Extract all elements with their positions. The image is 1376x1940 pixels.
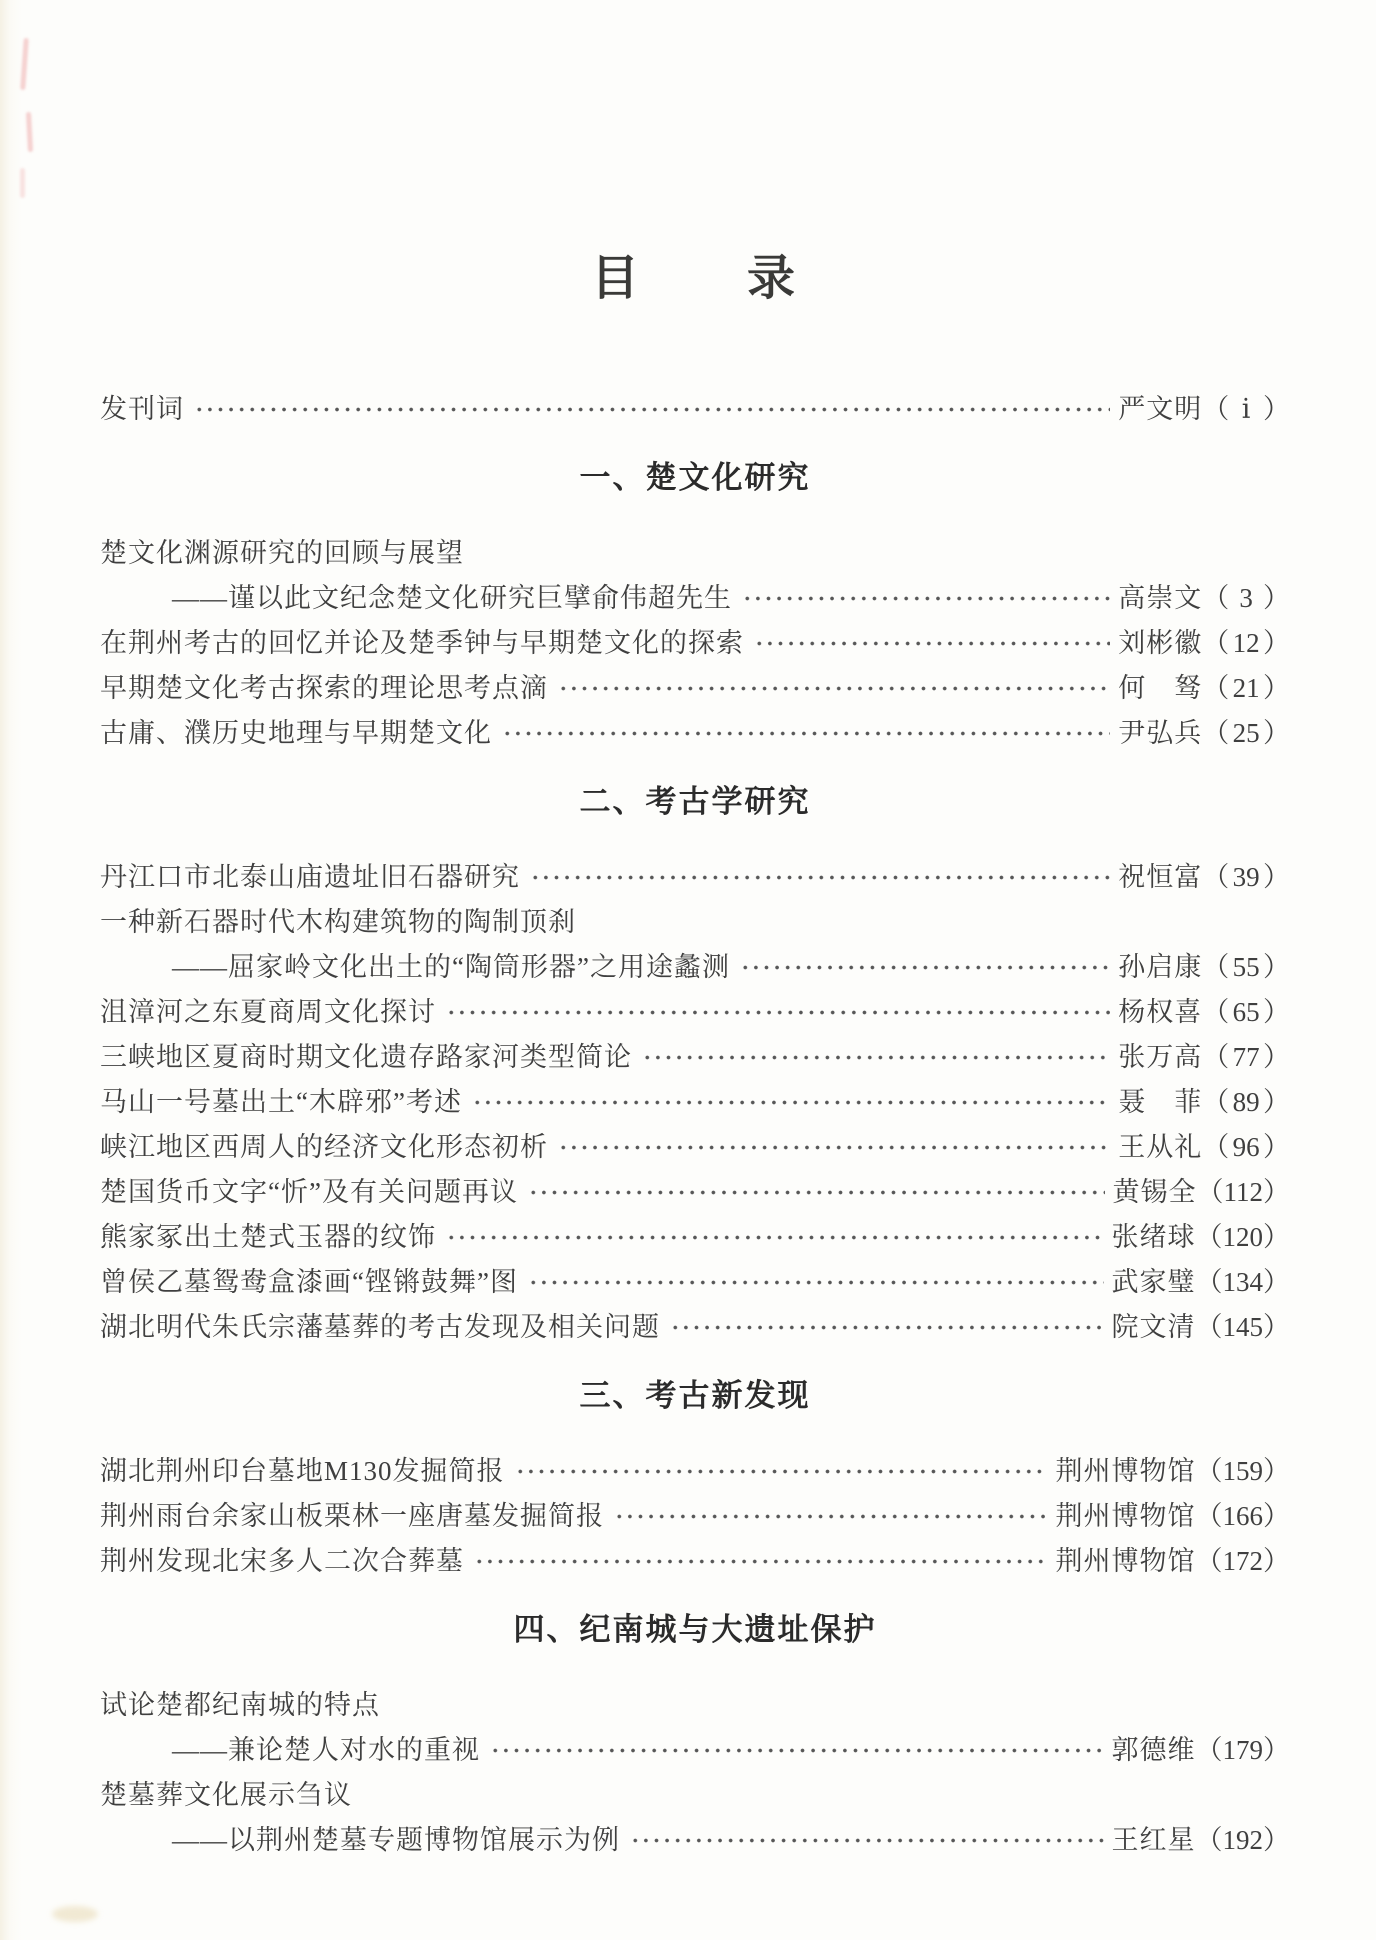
- entry-page: 21: [1232, 673, 1260, 703]
- entry-title: 三峡地区夏商时期文化遗存路家河类型简论: [100, 1042, 632, 1072]
- dot-leader: [528, 1170, 1105, 1215]
- entry-page: 39: [1232, 862, 1260, 892]
- toc-entry: [100, 1494, 1290, 1539]
- dot-leader: [528, 1260, 1104, 1305]
- entry-title: 马山一号墓出土“木辟邪”考述: [100, 1087, 462, 1117]
- toc-entry: [100, 1170, 1290, 1215]
- entry-page: 145: [1222, 1312, 1263, 1342]
- entry-page: 89: [1232, 1087, 1260, 1117]
- entry-pageref: [1202, 1080, 1290, 1125]
- entry-pageref: [1196, 1818, 1291, 1863]
- toc-entry: [100, 1125, 1290, 1170]
- entry-author: 武家璧: [1111, 1267, 1196, 1297]
- toc-entry: [100, 621, 1290, 666]
- entry-title: 荆州发现北宋多人二次合葬墓: [100, 1546, 464, 1576]
- entry-pageref: [1202, 990, 1290, 1035]
- entry-title: 楚墓葬文化展示刍议: [100, 1780, 352, 1810]
- entry-title: 一种新石器时代木构建筑物的陶制顶刹: [100, 907, 576, 937]
- toc-entry: [100, 945, 1290, 990]
- toc-entry-line1: [100, 1683, 1290, 1728]
- entry-author: 张绪球: [1111, 1222, 1196, 1252]
- entry-pageref: [1196, 1539, 1291, 1584]
- dot-leader: [558, 666, 1110, 711]
- dot-leader: [754, 621, 1110, 666]
- toc-entry: [100, 711, 1290, 756]
- entry-pageref: [1202, 855, 1290, 900]
- entry-author: 严文明: [1118, 394, 1203, 424]
- entry-pageref: [1202, 1035, 1290, 1080]
- dot-leader: [558, 1125, 1110, 1170]
- entry-title: 熊家冢出土楚式玉器的纹饰: [100, 1222, 436, 1252]
- entry-pageref: [1196, 1305, 1291, 1350]
- dot-leader: [474, 1539, 1048, 1584]
- dot-leader: [446, 990, 1110, 1035]
- toc-entry: [100, 1728, 1290, 1773]
- dot-leader: [502, 711, 1110, 756]
- entry-page: 120: [1222, 1222, 1263, 1252]
- toc-entry: [100, 855, 1290, 900]
- dot-leader: [530, 855, 1110, 900]
- entry-title: 荆州雨台余家山板栗林一座唐墓发掘简报: [100, 1501, 604, 1531]
- entry-page: 159: [1222, 1456, 1263, 1486]
- entry-title: 丹江口市北泰山庙遗址旧石器研究: [100, 862, 520, 892]
- entry-title: ——兼论楚人对水的重视: [172, 1735, 480, 1765]
- toc-sections: [100, 458, 1290, 1863]
- entry-pageref: [1196, 1494, 1291, 1539]
- section-items: [100, 531, 1290, 756]
- entry-author: 荆州博物馆: [1055, 1546, 1196, 1576]
- entry-author: 刘彬徽: [1118, 628, 1203, 658]
- toc-entry: [100, 387, 1290, 432]
- section-heading: 一、楚文化研究: [579, 460, 811, 495]
- entry-title: 沮漳河之东夏商周文化探讨: [100, 997, 436, 1027]
- toc-entry: [100, 1539, 1290, 1584]
- entry-title: ——以荆州楚墓专题博物馆展示为例: [172, 1825, 620, 1855]
- entry-author: 王红星: [1111, 1825, 1196, 1855]
- dot-leader: [630, 1818, 1104, 1863]
- entry-page: 25: [1232, 718, 1260, 748]
- dot-leader: [642, 1035, 1110, 1080]
- section-items: [100, 855, 1290, 1350]
- section-items: [100, 1449, 1290, 1584]
- entry-title: 湖北明代朱氏宗藩墓葬的考古发现及相关问题: [100, 1312, 660, 1342]
- section-heading: 三、考古新发现: [579, 1378, 811, 1413]
- entry-pageref: [1196, 1728, 1291, 1773]
- entry-pageref: [1196, 1449, 1291, 1494]
- entry-title: 湖北荆州印台墓地M130发掘简报: [100, 1456, 505, 1486]
- entry-title: 在荆州考古的回忆并论及楚季钟与早期楚文化的探索: [100, 628, 744, 658]
- entry-pageref: [1202, 576, 1290, 621]
- entry-author: 黄锡全: [1112, 1177, 1197, 1207]
- entry-page: 65: [1232, 997, 1260, 1027]
- dot-leader: [472, 1080, 1110, 1125]
- entry-title: 试论楚都纪南城的特点: [100, 1690, 380, 1720]
- toc-entry: [100, 1035, 1290, 1080]
- entry-pageref: [1197, 1170, 1291, 1215]
- entry-page: 77: [1232, 1042, 1260, 1072]
- entry-pageref: [1202, 621, 1290, 666]
- toc-entry-line1: [100, 531, 1290, 576]
- entry-author: 高崇文: [1118, 583, 1203, 613]
- toc-entry: [100, 1215, 1290, 1260]
- entry-title: 峡江地区西周人的经济文化形态初析: [100, 1132, 548, 1162]
- entry-title: 楚国货币文字“忻”及有关问题再议: [100, 1177, 518, 1207]
- entry-author: 何 驽: [1118, 673, 1203, 703]
- toc-entry-line1: [100, 900, 1290, 945]
- entry-author: 孙启康: [1118, 952, 1203, 982]
- section-heading: 四、纪南城与大遗址保护: [513, 1612, 877, 1647]
- entry-page: 166: [1222, 1501, 1263, 1531]
- dot-leader: [740, 945, 1110, 990]
- dot-leader: [194, 387, 1110, 432]
- entry-author: 祝恒富: [1118, 862, 1203, 892]
- toc-entry: [100, 990, 1290, 1035]
- entry-author: 荆州博物馆: [1055, 1456, 1196, 1486]
- toc-entry: [100, 1449, 1290, 1494]
- dot-leader: [446, 1215, 1104, 1260]
- dot-leader: [742, 576, 1110, 621]
- entry-pageref: [1196, 1260, 1291, 1305]
- entry-page: 3: [1239, 583, 1253, 613]
- toc-entry: [100, 1260, 1290, 1305]
- entry-page: 112: [1223, 1177, 1263, 1207]
- entry-title: ——屈家岭文化出土的“陶筒形器”之用途蠡测: [172, 952, 730, 982]
- entry-title: 早期楚文化考古探索的理论思考点滴: [100, 673, 548, 703]
- entry-author: 尹弘兵: [1118, 718, 1203, 748]
- toc-entry: [100, 1818, 1290, 1863]
- entry-pageref: [1202, 666, 1290, 711]
- toc-entry: [100, 1080, 1290, 1125]
- section-heading: 二、考古学研究: [579, 784, 811, 819]
- entry-author: 张万高: [1118, 1042, 1203, 1072]
- foreword-block: [100, 387, 1290, 432]
- entry-pageref: [1202, 387, 1290, 432]
- entry-title: ——谨以此文纪念楚文化研究巨擘俞伟超先生: [172, 583, 732, 613]
- entry-author: 杨权喜: [1118, 997, 1203, 1027]
- dot-leader: [490, 1728, 1104, 1773]
- entry-author: 荆州博物馆: [1055, 1501, 1196, 1531]
- scan-smudge: [52, 1906, 98, 1922]
- entry-title: 发刊词: [100, 394, 184, 424]
- page-title: 目 录: [590, 252, 799, 305]
- entry-page: 179: [1222, 1735, 1263, 1765]
- section-items: [100, 1683, 1290, 1863]
- entry-page: ⅰ: [1241, 394, 1251, 424]
- entry-title: 楚文化渊源研究的回顾与展望: [100, 538, 464, 568]
- toc-entry-line1: [100, 1773, 1290, 1818]
- dot-leader: [515, 1449, 1048, 1494]
- entry-pageref: [1202, 1125, 1290, 1170]
- entry-page: 192: [1222, 1825, 1263, 1855]
- entry-title: 曾侯乙墓鸳鸯盒漆画“铿锵鼓舞”图: [100, 1267, 518, 1297]
- entry-page: 55: [1232, 952, 1260, 982]
- entry-page: 172: [1222, 1546, 1263, 1576]
- entry-page: 12: [1232, 628, 1260, 658]
- toc-entry: [100, 666, 1290, 711]
- dot-leader: [670, 1305, 1104, 1350]
- entry-author: 院文清: [1111, 1312, 1196, 1342]
- entry-page: 96: [1232, 1132, 1260, 1162]
- entry-author: 王从礼: [1118, 1132, 1203, 1162]
- entry-page: 134: [1222, 1267, 1263, 1297]
- dot-leader: [614, 1494, 1048, 1539]
- toc-entry: [100, 576, 1290, 621]
- entry-pageref: [1196, 1215, 1291, 1260]
- entry-author: 郭德维: [1111, 1735, 1196, 1765]
- entry-pageref: [1202, 945, 1290, 990]
- entry-pageref: [1202, 711, 1290, 756]
- entry-author: 聂 菲: [1118, 1087, 1203, 1117]
- entry-title: 古庸、濮历史地理与早期楚文化: [100, 718, 492, 748]
- toc-entry: [100, 1305, 1290, 1350]
